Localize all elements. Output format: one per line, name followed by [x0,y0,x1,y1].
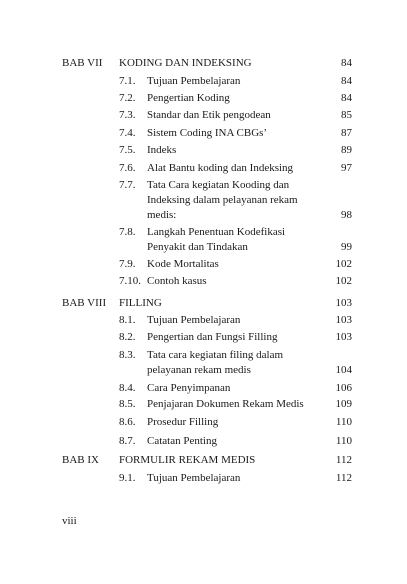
section-page: 98 [341,209,352,221]
chapter-title: KODING DAN INDEKSING [119,57,252,69]
section-title: Penyakit dan Tindakan [147,241,248,253]
chapter-code: BAB VII [62,57,103,69]
section-title: Alat Bantu koding dan Indeksing [147,162,294,174]
section-number: 8.1. [119,314,136,326]
section-number: 7.3. [119,109,136,121]
section-number: 7.7. [119,179,136,191]
section-number: 7.6. [119,162,136,174]
chapter-title: FORMULIR REKAM MEDIS [119,454,256,466]
section-title: Indeksing dalam pelayanan rekam [147,194,298,206]
section-page: 102 [335,275,352,287]
section-page: 99 [341,241,352,253]
section-page: 103 [335,314,352,326]
section-page: 89 [341,144,352,156]
section-title: pelayanan rekam medis [147,364,251,376]
chapter-page: 103 [335,297,352,309]
section-page: 84 [341,75,352,87]
section-title: Contoh kasus [147,275,207,287]
section-title: Tujuan Pembelajaran [147,75,241,87]
section-page: 110 [335,435,352,447]
section-page: 85 [341,109,352,121]
section-number: 8.5. [119,398,136,410]
section-title: Standar dan Etik pengodean [147,109,271,121]
chapter-page: 84 [341,57,352,69]
section-page: 110 [335,416,352,428]
section-title: Kode Mortalitas [147,258,219,270]
section-number: 7.9. [119,258,136,270]
section-title: Penjajaran Dokumen Rekam Medis [147,398,304,410]
section-number: 8.7. [119,435,136,447]
section-number: 7.2. [119,92,136,104]
section-page: 112 [335,472,352,484]
section-page: 97 [341,162,352,174]
section-title: Langkah Penentuan Kodefikasi [147,226,286,238]
section-title: Cara Penyimpanan [147,382,231,394]
section-page: 87 [341,127,352,139]
section-page: 106 [335,382,352,394]
page-number: viii [62,515,77,527]
section-title: Sistem Coding INA CBGs’ [147,127,268,139]
chapter-page: 112 [335,454,352,466]
section-number: 8.3. [119,349,136,361]
section-title: Tujuan Pembelajaran [147,314,241,326]
section-title: Catatan Penting [147,435,217,447]
section-title: Pengertian dan Fungsi Filling [147,331,278,343]
chapter-title: FILLING [119,297,162,309]
section-title: Tata cara kegiatan filing dalam [147,349,284,361]
section-title: medis: [147,209,177,221]
section-title: Prosedur Filling [147,416,219,428]
section-number: 8.6. [119,416,136,428]
section-number: 8.4. [119,382,136,394]
section-number: 8.2. [119,331,136,343]
chapter-code: BAB IX [62,454,99,466]
section-number: 7.5. [119,144,136,156]
section-page: 102 [335,258,352,270]
chapter-code: BAB VIII [62,297,107,309]
section-number: 7.10. [119,275,141,287]
section-number: 7.1. [119,75,136,87]
section-page: 104 [335,364,352,376]
section-number: 7.4. [119,127,136,139]
section-title: Indeks [147,144,177,156]
section-page: 103 [335,331,352,343]
section-page: 109 [335,398,352,410]
section-title: Pengertian Koding [147,92,230,104]
section-number: 7.8. [119,226,136,238]
section-title: Tata Cara kegiatan Kooding dan [147,179,290,191]
section-number: 9.1. [119,472,136,484]
section-title: Tujuan Pembelajaran [147,472,241,484]
section-page: 84 [341,92,352,104]
